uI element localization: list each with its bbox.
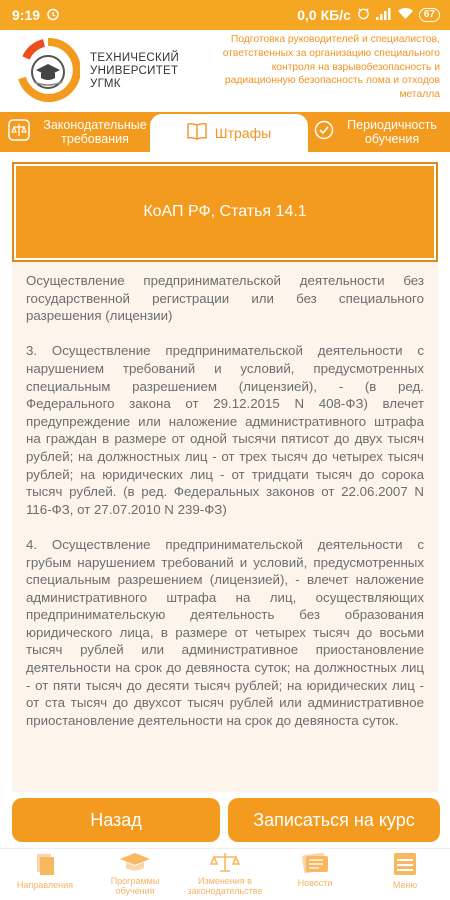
network-speed: 0,0 КБ/с bbox=[297, 7, 351, 23]
scales-icon bbox=[8, 119, 30, 146]
alarm-clock-icon bbox=[357, 7, 370, 23]
article-title: КоАП РФ, Статья 14.1 bbox=[14, 164, 436, 260]
signal-icon bbox=[376, 7, 392, 23]
newspaper-icon bbox=[300, 852, 330, 878]
wifi-icon bbox=[398, 7, 413, 23]
back-button[interactable]: Назад bbox=[12, 798, 220, 842]
article-paragraph-2: 3. Осуществление предпринимательской деятельности с нарушением требований и условий, предусмотренных специальным разрешением (лицензией), - (в ред. Федерального закона от 29.12.2015 N 408-ФЗ) влечет предупреждение или наложение административного штрафа на граждан в размере от одной тысячи пятисот до двух тысяч рублей; на должностных лиц - от трех тысяч до четырех тысяч рублей; на юридических лиц - от тридцати тысяч до сорока тысяч рублей. (в ред. Федеральных законов от 22.06.2007 N 116-ФЗ, от 27.07.2010 N 239-ФЗ) bbox=[26, 343, 424, 517]
article-paragraph-3: 4. Осуществление предпринимательской деятельности с грубым нарушением требований и условий, предусмотренных специальным разрешением (лицензией), - влечет наложение административного штрафа на лиц, осуществляющих предпринимательскую деятельность без образования юридического лица, в размере от четырех тысяч до восьми тысяч рублей или административное приостановление деятельности на срок до девяноста суток; на должностных лиц - от пяти тысяч до десяти тысяч рублей; на юридических лиц - от ста тысяч до двухсот тысяч рублей или административное приостановление деятельности на срок до девяноста суток. bbox=[26, 536, 424, 728]
nav-law-changes-label: Изменения в законодательстве bbox=[187, 876, 263, 896]
bottom-navigation bbox=[0, 848, 450, 900]
university-name-line-3: УГМК bbox=[90, 78, 121, 90]
nav-directions-label: Направления bbox=[16, 880, 74, 890]
university-logo bbox=[16, 38, 80, 102]
enroll-button[interactable]: Записаться на курс bbox=[228, 798, 440, 842]
nav-programs-label: Программы обучения bbox=[110, 876, 160, 896]
alarm-icon bbox=[46, 7, 60, 24]
menu-grid-icon bbox=[393, 852, 417, 880]
book-icon bbox=[187, 122, 207, 145]
checkmark-circle-icon bbox=[314, 120, 334, 145]
course-description: Подготовка руководителей и специалистов, ответственных за организацию специального контроля на взрывобезопасность и радиационную безопасность лома и отходов металла bbox=[222, 34, 440, 101]
university-name-line-2: УНИВЕРСИТЕТ bbox=[90, 65, 179, 77]
nav-news-label: Новости bbox=[297, 878, 333, 888]
status-bar bbox=[0, 0, 450, 30]
battery-indicator: 67 bbox=[419, 8, 440, 22]
tab-periodicity-label: Периодичность обучения bbox=[347, 118, 437, 146]
tab-periodicity[interactable] bbox=[306, 112, 450, 152]
nav-programs[interactable] bbox=[90, 849, 180, 900]
university-name-line-1: ТЕХНИЧЕСКИЙ bbox=[90, 52, 180, 64]
article-panel bbox=[12, 162, 438, 792]
nav-menu-label: Меню bbox=[392, 880, 418, 890]
scales-icon bbox=[210, 852, 240, 876]
tab-bar bbox=[0, 112, 450, 152]
nav-directions[interactable] bbox=[0, 849, 90, 900]
tab-fines-label: Штрафы bbox=[214, 125, 272, 141]
nav-news[interactable] bbox=[270, 849, 360, 900]
nav-menu[interactable] bbox=[360, 849, 450, 900]
app-header bbox=[0, 30, 450, 112]
graduation-cap-icon bbox=[118, 852, 152, 876]
status-time: 9:19 bbox=[12, 7, 41, 23]
article-body bbox=[26, 272, 424, 747]
university-name bbox=[90, 52, 179, 91]
tab-legislation-label: Законодательные требования bbox=[43, 118, 147, 146]
tab-legislation[interactable] bbox=[0, 112, 160, 152]
article-paragraph-1: Осуществление предпринимательской деятельности без государственной регистрации или без специального разрешения (лицензии) bbox=[26, 273, 424, 324]
content-area[interactable] bbox=[0, 152, 450, 794]
nav-law-changes[interactable] bbox=[180, 849, 270, 900]
tab-fines[interactable] bbox=[150, 114, 308, 152]
document-icon bbox=[34, 852, 56, 880]
